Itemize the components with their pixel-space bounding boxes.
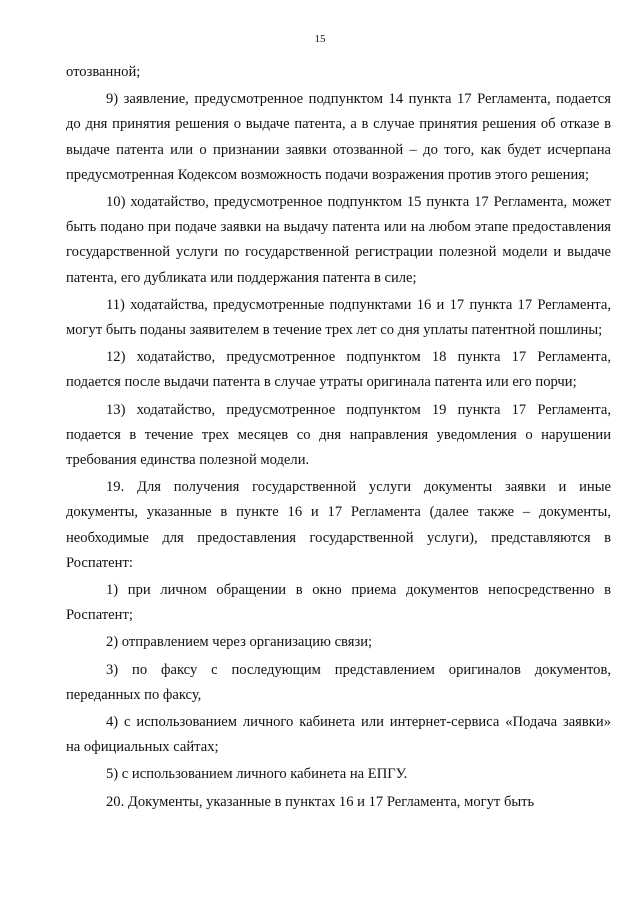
paragraph-continuation: отозванной;: [66, 64, 141, 80]
paragraph-method-3: 3) по факсу с последующим представлением оригиналов документов, переданных по факсу,: [66, 661, 611, 703]
paragraph-method-1: 1) при личном обращении в окно приема документов непосредственно в Роспатент;: [66, 582, 611, 624]
page-number: 15: [314, 33, 326, 45]
paragraph-item-10: 10) ходатайство, предусмотренное подпунктом 15 пункта 17 Регламента, может быть подано при подаче заявки на выдачу патента или на любом этапе предоставления государственной услуги по государственной регистрации полезной модели и выдаче патента, его дубликата или поддержания патента в силе;: [66, 194, 611, 286]
paragraph-method-4: 4) с использованием личного кабинета или интернет-сервиса «Подача заявки» на официальных сайтах;: [66, 714, 611, 756]
body-text: [66, 60, 611, 815]
paragraph-item-11: 11) ходатайства, предусмотренные подпунктами 16 и 17 пункта 17 Регламента, могут быть поданы заявителем в течение трех лет со дня уплаты патентной пошлины;: [66, 296, 611, 339]
paragraph-section-19: 19. Для получения государственной услуги документы заявки и иные документы, указанные в пункте 16 и 17 Регламента (далее также – документы, необходимые для предоставления государственной услуги), представляются в Роспатент:: [66, 479, 611, 571]
paragraph-section-20: 20. Документы, указанные в пунктах 16 и 17 Регламента, могут быть: [106, 793, 535, 810]
paragraph-item-9: 9) заявление, предусмотренное подпунктом 14 пункта 17 Регламента, подается до дня принятия решения о выдаче патента, а в случае принятия решения об отказе в выдаче патента или о признании заявки отозванной – до того, как будет исчерпана предусмотренная Кодексом возможность подачи возражения против этого решения;: [66, 91, 611, 183]
paragraph-item-12: 12) ходатайство, предусмотренное подпунктом 18 пункта 17 Регламента, подается после выдачи патента в случае утраты оригинала патента или его порчи;: [66, 349, 611, 391]
paragraph-method-2: 2) отправлением через организацию связи;: [106, 634, 373, 651]
paragraph-item-13: 13) ходатайство, предусмотренное подпунктом 19 пункта 17 Регламента, подается в течение трех месяцев со дня направления уведомления о нарушении требования единства полезной модели.: [66, 401, 611, 469]
paragraph-method-5: 5) с использованием личного кабинета на ЕПГУ.: [106, 766, 408, 783]
